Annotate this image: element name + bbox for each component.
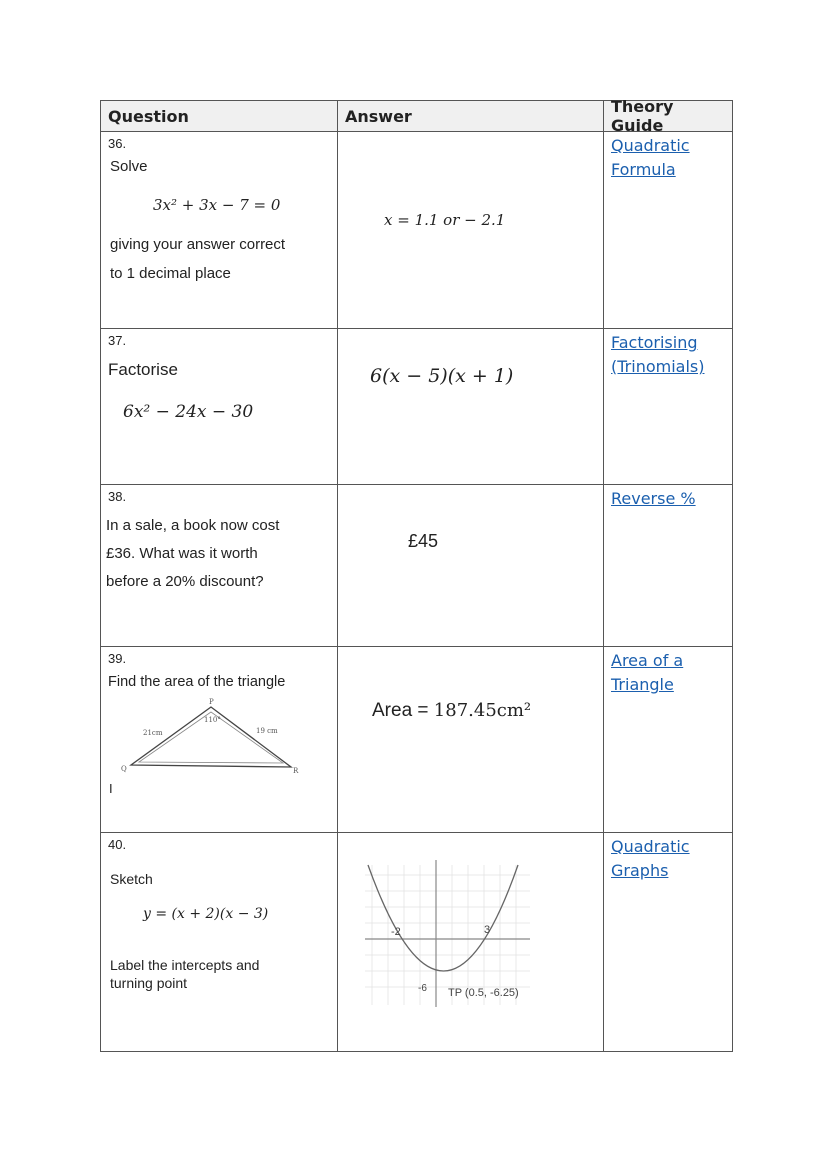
header-theory-guide: Theory Guide <box>604 101 733 131</box>
vertex-label-r: R <box>293 767 299 775</box>
question-equation: 3x² + 3x − 7 = 0 <box>153 196 281 214</box>
theory-cell <box>604 833 733 1051</box>
answer-text: x = 1.1 or − 2.1 <box>384 211 506 229</box>
question-text: Solve <box>110 158 148 175</box>
table-header-row <box>101 97 733 135</box>
answer-cell <box>338 647 604 832</box>
theory-cell <box>604 329 733 484</box>
question-equation: 6x² − 24x − 30 <box>123 402 254 422</box>
question-cell <box>101 485 338 646</box>
question-text: Label the intercepts and <box>110 957 260 973</box>
question-number: 37. <box>108 333 127 348</box>
question-text: giving your answer correct <box>110 236 286 253</box>
theory-link-area-of-triangle[interactable]: Area of a Triangle <box>611 651 684 694</box>
theory-link-factorising-trinomials[interactable]: Factorising (Trinomials) <box>611 333 705 376</box>
question-number: 38. <box>108 489 127 504</box>
question-text: to 1 decimal place <box>110 265 231 282</box>
answer-text: Area = 187.45cm² <box>372 700 532 721</box>
question-text: Find the area of the triangle <box>108 674 286 690</box>
vertex-label-q: Q <box>121 765 127 773</box>
answer-cell <box>338 833 604 1051</box>
question-text: turning point <box>110 975 188 991</box>
x-intercept-right-label: 3 <box>484 924 491 936</box>
table-row <box>101 833 733 1052</box>
table-row <box>101 132 733 329</box>
question-text: £36. What was it worth <box>106 545 258 562</box>
question-text: before a 20% discount? <box>106 573 264 590</box>
angle-label: 110° <box>204 716 221 724</box>
header-answer: Answer <box>338 101 604 131</box>
table-row <box>101 485 733 647</box>
theory-link-quadratic-formula[interactable]: Quadratic Formula <box>611 136 690 179</box>
answer-cell <box>338 329 604 484</box>
answer-text: £45 <box>408 531 439 551</box>
turning-point-label: TP (0.5, -6.25) <box>448 987 519 999</box>
stray-mark: I <box>109 781 113 796</box>
theory-link-quadratic-graphs[interactable]: Quadratic Graphs <box>611 837 690 880</box>
triangle-diagram <box>101 695 337 775</box>
table-row <box>101 647 733 833</box>
vertex-label-p: P <box>209 698 214 706</box>
question-cell <box>101 329 338 484</box>
question-cell <box>101 833 338 1051</box>
question-text: In a sale, a book now cost <box>106 517 280 534</box>
worksheet-table <box>100 97 733 1052</box>
theory-cell <box>604 132 733 328</box>
answer-cell <box>338 485 604 646</box>
side-label-pr: 19 cm <box>256 727 278 735</box>
theory-cell <box>604 647 733 832</box>
answer-text: 6(x − 5)(x + 1) <box>370 365 514 387</box>
question-cell <box>101 647 338 832</box>
parabola-sketch <box>360 855 535 1010</box>
side-label-pq: 21cm <box>143 729 163 737</box>
question-text: Sketch <box>110 871 153 887</box>
theory-cell <box>604 485 733 646</box>
y-intercept-label: -6 <box>418 983 427 994</box>
question-number: 39. <box>108 651 127 666</box>
table-row <box>101 329 733 485</box>
answer-cell <box>338 132 604 328</box>
theory-link-reverse-percent[interactable]: Reverse % <box>611 489 696 508</box>
question-number: 40. <box>108 837 127 852</box>
x-intercept-left-label: -2 <box>391 926 401 938</box>
question-text: Factorise <box>108 360 178 379</box>
question-equation: y = (x + 2)(x − 3) <box>143 906 269 922</box>
question-number: 36. <box>108 136 127 151</box>
header-question: Question <box>101 101 338 131</box>
question-cell <box>101 132 338 328</box>
